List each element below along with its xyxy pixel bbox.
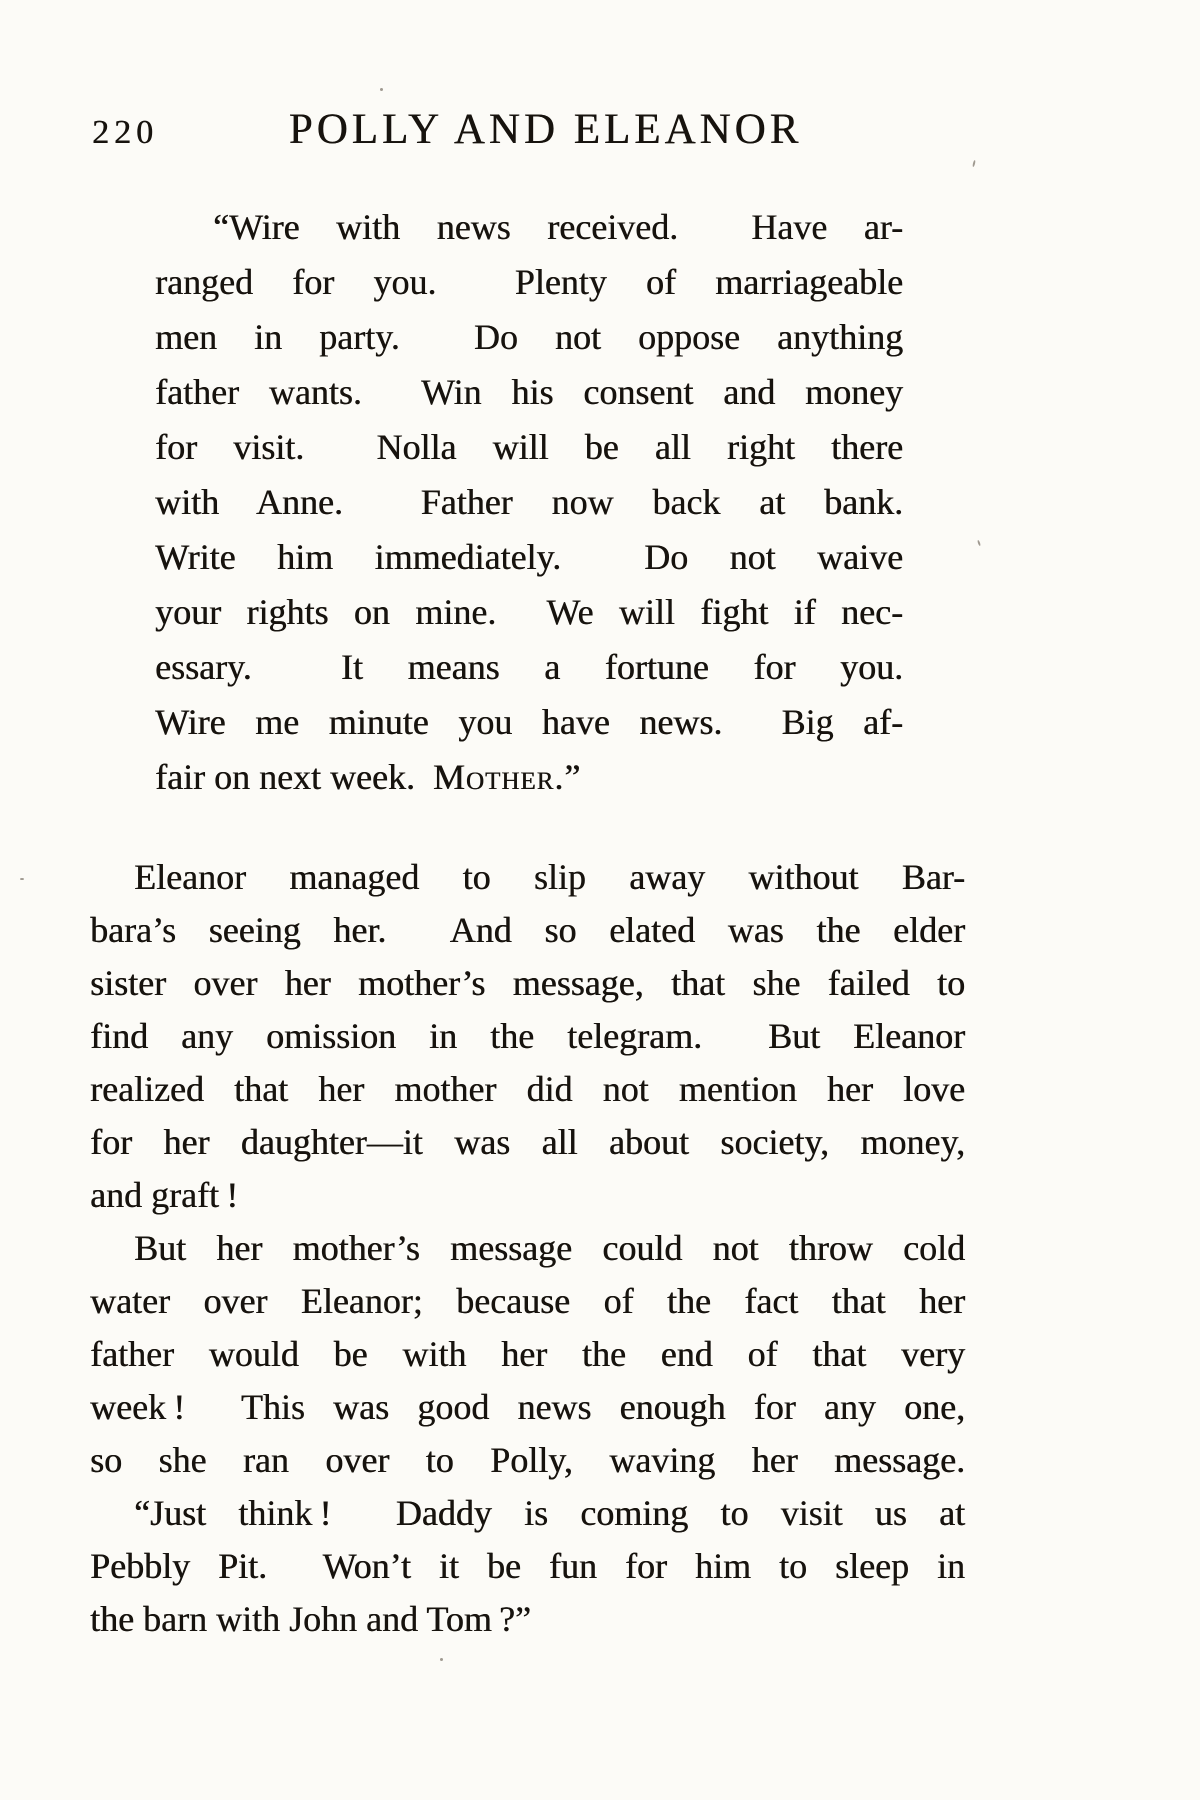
text-segment: for visit. Nolla will be all right there	[155, 427, 903, 467]
text-line	[90, 1328, 965, 1381]
text-line	[155, 530, 903, 585]
text-line	[155, 695, 903, 750]
text-line	[155, 365, 903, 420]
scan-speck	[972, 160, 976, 167]
text-segment: find any omission in the telegram. But Eleanor	[90, 1016, 965, 1056]
text-line	[90, 1222, 965, 1275]
text-line	[155, 200, 903, 255]
paragraph-1	[90, 851, 965, 1222]
text-segment: father wants. Win his consent and money	[155, 372, 903, 412]
scan-speck	[20, 878, 24, 880]
text-segment: men in party. Do not oppose anything	[155, 317, 903, 357]
text-segment: ranged for you. Plenty of marriageable	[155, 262, 903, 302]
scan-speck	[440, 1658, 443, 1661]
text-line	[155, 475, 903, 530]
text-line	[90, 1381, 965, 1434]
small-caps-text: Mother.”	[432, 757, 582, 797]
text-segment: week ! This was good news enough for any one,	[90, 1387, 965, 1427]
running-title: POLLY AND ELEANOR	[288, 106, 803, 153]
text-line	[90, 1275, 965, 1328]
telegram-blockquote	[155, 200, 903, 805]
body-text	[90, 851, 965, 1646]
text-line	[90, 904, 965, 957]
text-line	[90, 1169, 965, 1222]
text-segment: realized that her mother did not mention her love	[90, 1069, 965, 1109]
page-header	[90, 104, 965, 156]
text-segment: so she ran over to Polly, waving her message.	[90, 1440, 965, 1480]
text-line	[90, 957, 965, 1010]
text-segment: bara’s seeing her. And so elated was the elder	[90, 910, 965, 950]
text-line	[90, 851, 965, 904]
text-line	[155, 640, 903, 695]
text-segment: “Wire with news received. Have ar-	[213, 207, 903, 247]
text-line	[155, 750, 903, 805]
text-line	[155, 255, 903, 310]
text-segment: Pebbly Pit. Won’t it be fun for him to sleep in	[90, 1546, 965, 1586]
text-line	[90, 1010, 965, 1063]
text-segment: Eleanor managed to slip away without Bar-	[134, 857, 965, 897]
text-segment: water over Eleanor; because of the fact that her	[90, 1281, 965, 1321]
text-line	[90, 1434, 965, 1487]
text-segment: Write him immediately. Do not waive	[155, 537, 903, 577]
scan-speck	[977, 540, 981, 546]
text-line	[90, 1593, 965, 1646]
text-line	[90, 1487, 965, 1540]
paragraph-3	[90, 1487, 965, 1646]
text-segment: sister over her mother’s message, that she failed to	[90, 963, 965, 1003]
paragraph-2	[90, 1222, 965, 1487]
text-segment: and graft !	[90, 1175, 239, 1215]
scan-speck	[380, 88, 383, 91]
text-line	[155, 585, 903, 640]
text-segment: But her mother’s message could not throw cold	[134, 1228, 965, 1268]
text-line	[90, 1116, 965, 1169]
text-segment: father would be with her the end of that very	[90, 1334, 965, 1374]
text-segment: essary. It means a fortune for you.	[155, 647, 903, 687]
text-segment: “Just think ! Daddy is coming to visit us at	[134, 1493, 965, 1533]
text-line	[90, 1540, 965, 1593]
text-segment: your rights on mine. We will fight if nec-	[155, 592, 903, 632]
text-segment: fair on next week.	[155, 757, 433, 797]
text-line	[90, 1063, 965, 1116]
text-segment: for her daughter—it was all about society, money,	[90, 1122, 965, 1162]
text-segment: with Anne. Father now back at bank.	[155, 482, 903, 522]
text-line	[155, 420, 903, 475]
text-segment: the barn with John and Tom ?”	[90, 1599, 531, 1639]
text-segment: Wire me minute you have news. Big af-	[155, 702, 903, 742]
text-line	[155, 310, 903, 365]
page-number: 220	[92, 114, 158, 151]
